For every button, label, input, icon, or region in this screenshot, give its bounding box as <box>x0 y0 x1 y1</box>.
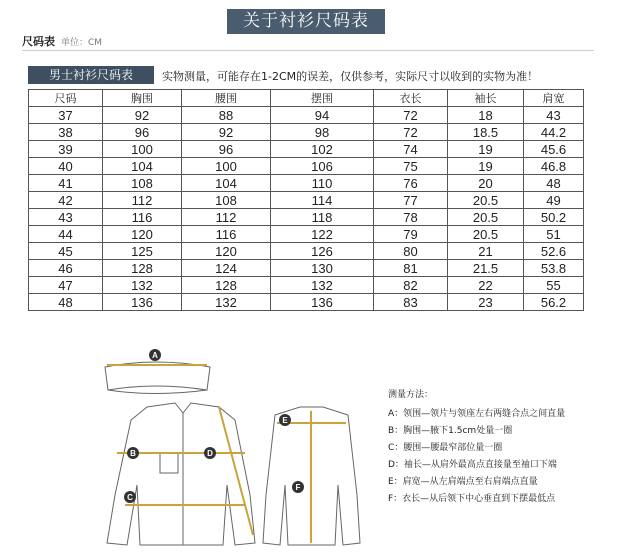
table-cell: 51 <box>524 226 584 243</box>
table-row <box>29 175 584 192</box>
table-cell: 118 <box>271 209 374 226</box>
method-item: F：衣长—从后领下中心垂直到下摆最低点 <box>388 494 556 504</box>
table-cell: 23 <box>448 294 524 311</box>
table-row <box>29 243 584 260</box>
table-cell: 100 <box>103 141 182 158</box>
marker-f-label: F <box>295 483 301 492</box>
table-cell: 77 <box>374 192 448 209</box>
table-cell: 80 <box>374 243 448 260</box>
table-cell: 82 <box>374 277 448 294</box>
table-cell: 72 <box>374 107 448 124</box>
table-cell: 48 <box>29 294 103 311</box>
table-cell: 112 <box>103 192 182 209</box>
table-cell: 122 <box>271 226 374 243</box>
table-cell: 81 <box>374 260 448 277</box>
table-cell: 106 <box>271 158 374 175</box>
table-cell: 128 <box>103 260 182 277</box>
table-row <box>29 107 584 124</box>
column-header: 摆围 <box>271 90 374 107</box>
table-cell: 116 <box>103 209 182 226</box>
table-cell: 130 <box>271 260 374 277</box>
table-cell: 21.5 <box>448 260 524 277</box>
table-cell: 40 <box>29 158 103 175</box>
subtitle <box>22 33 102 49</box>
table-cell: 128 <box>182 277 271 294</box>
table-cell: 126 <box>271 243 374 260</box>
table-cell: 104 <box>182 175 271 192</box>
table-row <box>29 260 584 277</box>
table-cell: 18.5 <box>448 124 524 141</box>
table-cell: 136 <box>103 294 182 311</box>
table-row <box>29 192 584 209</box>
table-row <box>29 294 584 311</box>
table-cell: 114 <box>271 192 374 209</box>
table-row <box>29 209 584 226</box>
table-cell: 19 <box>448 141 524 158</box>
table-cell: 112 <box>182 209 271 226</box>
marker-b-label: B <box>130 449 136 458</box>
table-cell: 49 <box>524 192 584 209</box>
method-item: A：领围—领片与领座左右两缝合点之间直量 <box>388 409 566 419</box>
table-cell: 50.2 <box>524 209 584 226</box>
method-item: B：胸围—腋下1.5cm处量一圈 <box>388 426 513 436</box>
table-cell: 41 <box>29 175 103 192</box>
divider <box>22 50 594 51</box>
table-cell: 120 <box>182 243 271 260</box>
table-cell: 92 <box>182 124 271 141</box>
table-cell: 46.8 <box>524 158 584 175</box>
table-cell: 100 <box>182 158 271 175</box>
table-cell: 132 <box>103 277 182 294</box>
table-cell: 102 <box>271 141 374 158</box>
table-cell: 22 <box>448 277 524 294</box>
table-cell: 74 <box>374 141 448 158</box>
collar-outline <box>105 362 210 390</box>
column-header: 袖长 <box>448 90 524 107</box>
table-cell: 124 <box>182 260 271 277</box>
table-cell: 44 <box>29 226 103 243</box>
table-cell: 88 <box>182 107 271 124</box>
column-header: 衣长 <box>374 90 448 107</box>
shirt-diagram <box>95 345 365 550</box>
method-title: 测量方法： <box>388 390 434 400</box>
disclaimer-note: 实物测量，可能存在1-2CM的误差，仅供参考，实际尺寸以收到的实物为准！ <box>162 70 539 83</box>
method-item: C：腰围—腰最窄部位量一圈 <box>388 443 503 453</box>
table-cell: 116 <box>182 226 271 243</box>
table-row <box>29 141 584 158</box>
column-header: 尺码 <box>29 90 103 107</box>
table-cell: 45.6 <box>524 141 584 158</box>
table-cell: 79 <box>374 226 448 243</box>
table-row <box>29 158 584 175</box>
table-cell: 38 <box>29 124 103 141</box>
table-cell: 108 <box>182 192 271 209</box>
table-cell: 75 <box>374 158 448 175</box>
column-header: 胸围 <box>103 90 182 107</box>
table-cell: 37 <box>29 107 103 124</box>
marker-c-label: C <box>127 493 133 502</box>
table-cell: 76 <box>374 175 448 192</box>
table-cell: 18 <box>448 107 524 124</box>
table-cell: 20 <box>448 175 524 192</box>
table-cell: 45 <box>29 243 103 260</box>
subtitle-label: 尺码表 <box>22 35 55 48</box>
table-cell: 98 <box>271 124 374 141</box>
table-cell: 52.6 <box>524 243 584 260</box>
column-header: 肩宽 <box>524 90 584 107</box>
table-cell: 43 <box>524 107 584 124</box>
column-header: 腰围 <box>182 90 271 107</box>
table-cell: 125 <box>103 243 182 260</box>
size-table <box>28 89 584 311</box>
table-cell: 78 <box>374 209 448 226</box>
table-cell: 96 <box>182 141 271 158</box>
marker-a-label: A <box>152 351 158 360</box>
table-cell: 46 <box>29 260 103 277</box>
table-cell: 20.5 <box>448 226 524 243</box>
table-cell: 104 <box>103 158 182 175</box>
table-cell: 72 <box>374 124 448 141</box>
method-item: D：袖长—从肩外最高点直接量至袖口下端 <box>388 460 557 470</box>
shirt-front-outline <box>107 403 255 545</box>
table-cell: 94 <box>271 107 374 124</box>
table-row <box>29 277 584 294</box>
measurement-method <box>388 387 565 508</box>
table-cell: 83 <box>374 294 448 311</box>
page-title: 关于衬衫尺码表 <box>227 9 385 34</box>
table-cell: 108 <box>103 175 182 192</box>
table-cell: 132 <box>271 277 374 294</box>
marker-e-label: E <box>282 416 288 425</box>
table-cell: 47 <box>29 277 103 294</box>
marker-d-label: D <box>207 449 213 458</box>
table-cell: 56.2 <box>524 294 584 311</box>
table-cell: 21 <box>448 243 524 260</box>
table-cell: 55 <box>524 277 584 294</box>
table-cell: 20.5 <box>448 192 524 209</box>
table-cell: 42 <box>29 192 103 209</box>
table-cell: 53.8 <box>524 260 584 277</box>
table-cell: 48 <box>524 175 584 192</box>
table-row <box>29 124 584 141</box>
table-cell: 120 <box>103 226 182 243</box>
table-cell: 136 <box>271 294 374 311</box>
table-cell: 44.2 <box>524 124 584 141</box>
table-row <box>29 226 584 243</box>
table-cell: 20.5 <box>448 209 524 226</box>
table-header-row <box>29 90 584 107</box>
table-cell: 96 <box>103 124 182 141</box>
table-cell: 110 <box>271 175 374 192</box>
unit-label: 单位：CM <box>61 38 103 48</box>
table-cell: 132 <box>182 294 271 311</box>
table-cell: 43 <box>29 209 103 226</box>
table-cell: 92 <box>103 107 182 124</box>
section-tag: 男士衬衫尺码表 <box>28 66 154 84</box>
table-cell: 19 <box>448 158 524 175</box>
table-cell: 39 <box>29 141 103 158</box>
method-item: E：肩宽—从左肩端点至右肩端点直量 <box>388 477 538 487</box>
